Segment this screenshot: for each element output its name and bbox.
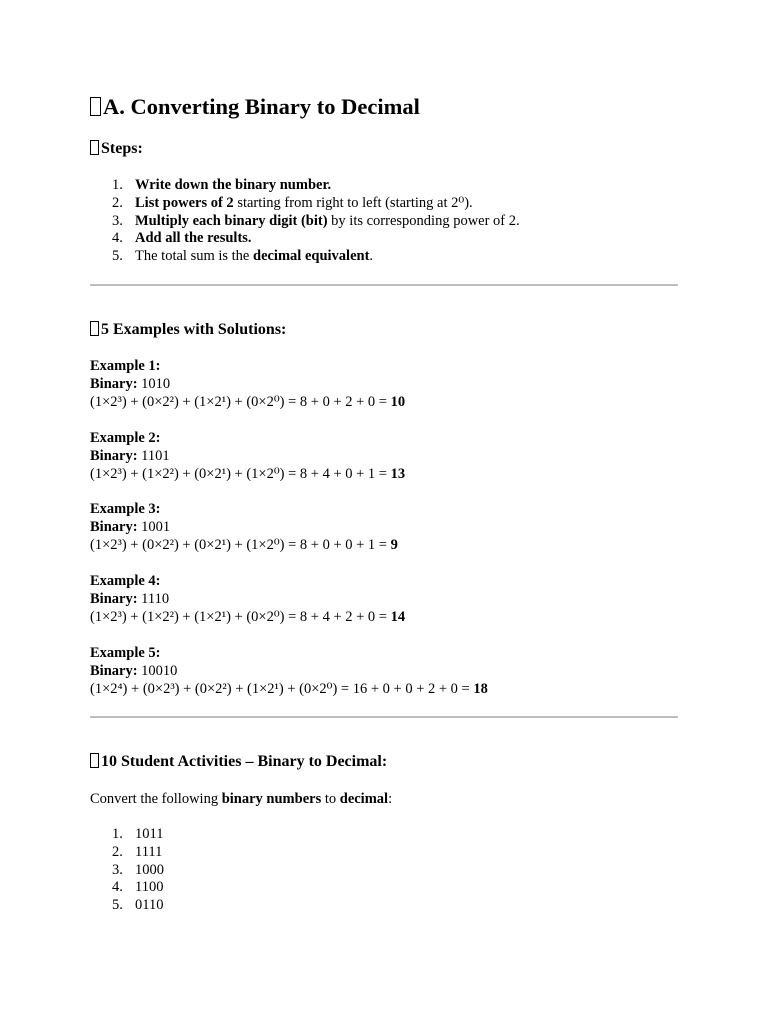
example-block xyxy=(90,430,405,483)
example-title: Example 5: xyxy=(90,645,161,661)
example-title: Example 1: xyxy=(90,358,161,374)
example-binary: Binary: 1101 xyxy=(90,447,170,464)
activity-item: 3. 1000 xyxy=(112,861,164,878)
example-result: 18 xyxy=(473,680,488,697)
example-work: (1×2³) + (0×2²) + (1×2¹) + (0×2⁰) = 8 + 0 + 2 + 0 = 10 xyxy=(90,393,406,410)
example-binary: Binary: 1110 xyxy=(90,590,170,607)
step-item: 3. Multiply each binary digit (bit) by its corresponding power of 2. xyxy=(112,212,520,229)
step-item: 2. List powers of 2 starting from right to left (starting at 2⁰). xyxy=(112,194,473,211)
activity-item: 1. 1011 xyxy=(112,826,164,842)
activities-list xyxy=(90,826,164,915)
emoji-placeholder-icon xyxy=(90,140,99,155)
step-item: 5. The total sum is the decimal equivalent. xyxy=(112,248,374,265)
example-binary: Binary: 1001 xyxy=(90,518,171,535)
example-work: (1×2³) + (1×2²) + (0×2¹) + (1×2⁰) = 8 + 4 + 0 + 1 = 13 xyxy=(90,465,406,482)
example-result: 9 xyxy=(390,536,398,553)
example-binary: Binary: 1010 xyxy=(90,375,171,392)
example-title: Example 4: xyxy=(90,573,161,589)
example-block xyxy=(90,573,405,626)
steps-heading: Steps: xyxy=(90,139,143,159)
activities-heading: 10 Student Activities – Binary to Decimal: xyxy=(90,752,387,772)
example-block xyxy=(90,645,488,698)
example-result: 10 xyxy=(390,393,406,410)
example-block xyxy=(90,501,398,554)
example-title: Example 3: xyxy=(90,501,161,517)
example-result: 14 xyxy=(390,608,406,625)
step-item: 4. Add all the results. xyxy=(112,230,252,247)
example-work: (1×2⁴) + (0×2³) + (0×2²) + (1×2¹) + (0×2⁰) = 16 + 0 + 0 + 2 + 0 = 18 xyxy=(90,680,488,697)
activity-item: 5. 0110 xyxy=(112,897,164,914)
horizontal-divider xyxy=(90,284,678,286)
example-title: Example 2: xyxy=(90,430,161,446)
emoji-placeholder-icon xyxy=(90,97,101,116)
section-a-title-text: A. Converting Binary to Decimal xyxy=(103,94,420,119)
activity-item: 4. 1100 xyxy=(112,879,164,896)
section-a-title xyxy=(90,94,420,120)
emoji-placeholder-icon xyxy=(90,321,99,336)
horizontal-divider xyxy=(90,716,678,718)
example-work: (1×2³) + (1×2²) + (1×2¹) + (0×2⁰) = 8 + 4 + 2 + 0 = 14 xyxy=(90,608,406,625)
example-work: (1×2³) + (0×2²) + (0×2¹) + (1×2⁰) = 8 + 0 + 0 + 1 = 9 xyxy=(90,536,398,553)
example-block xyxy=(90,358,405,411)
step-item: 1. Write down the binary number. xyxy=(112,177,332,193)
emoji-placeholder-icon xyxy=(90,753,99,768)
example-binary: Binary: 10010 xyxy=(90,662,178,679)
example-result: 13 xyxy=(390,465,406,482)
steps-list xyxy=(90,177,520,266)
activity-item: 2. 1111 xyxy=(112,843,163,860)
activities-intro: Convert the following binary numbers to decimal: xyxy=(90,791,393,807)
examples-heading: 5 Examples with Solutions: xyxy=(90,320,286,340)
